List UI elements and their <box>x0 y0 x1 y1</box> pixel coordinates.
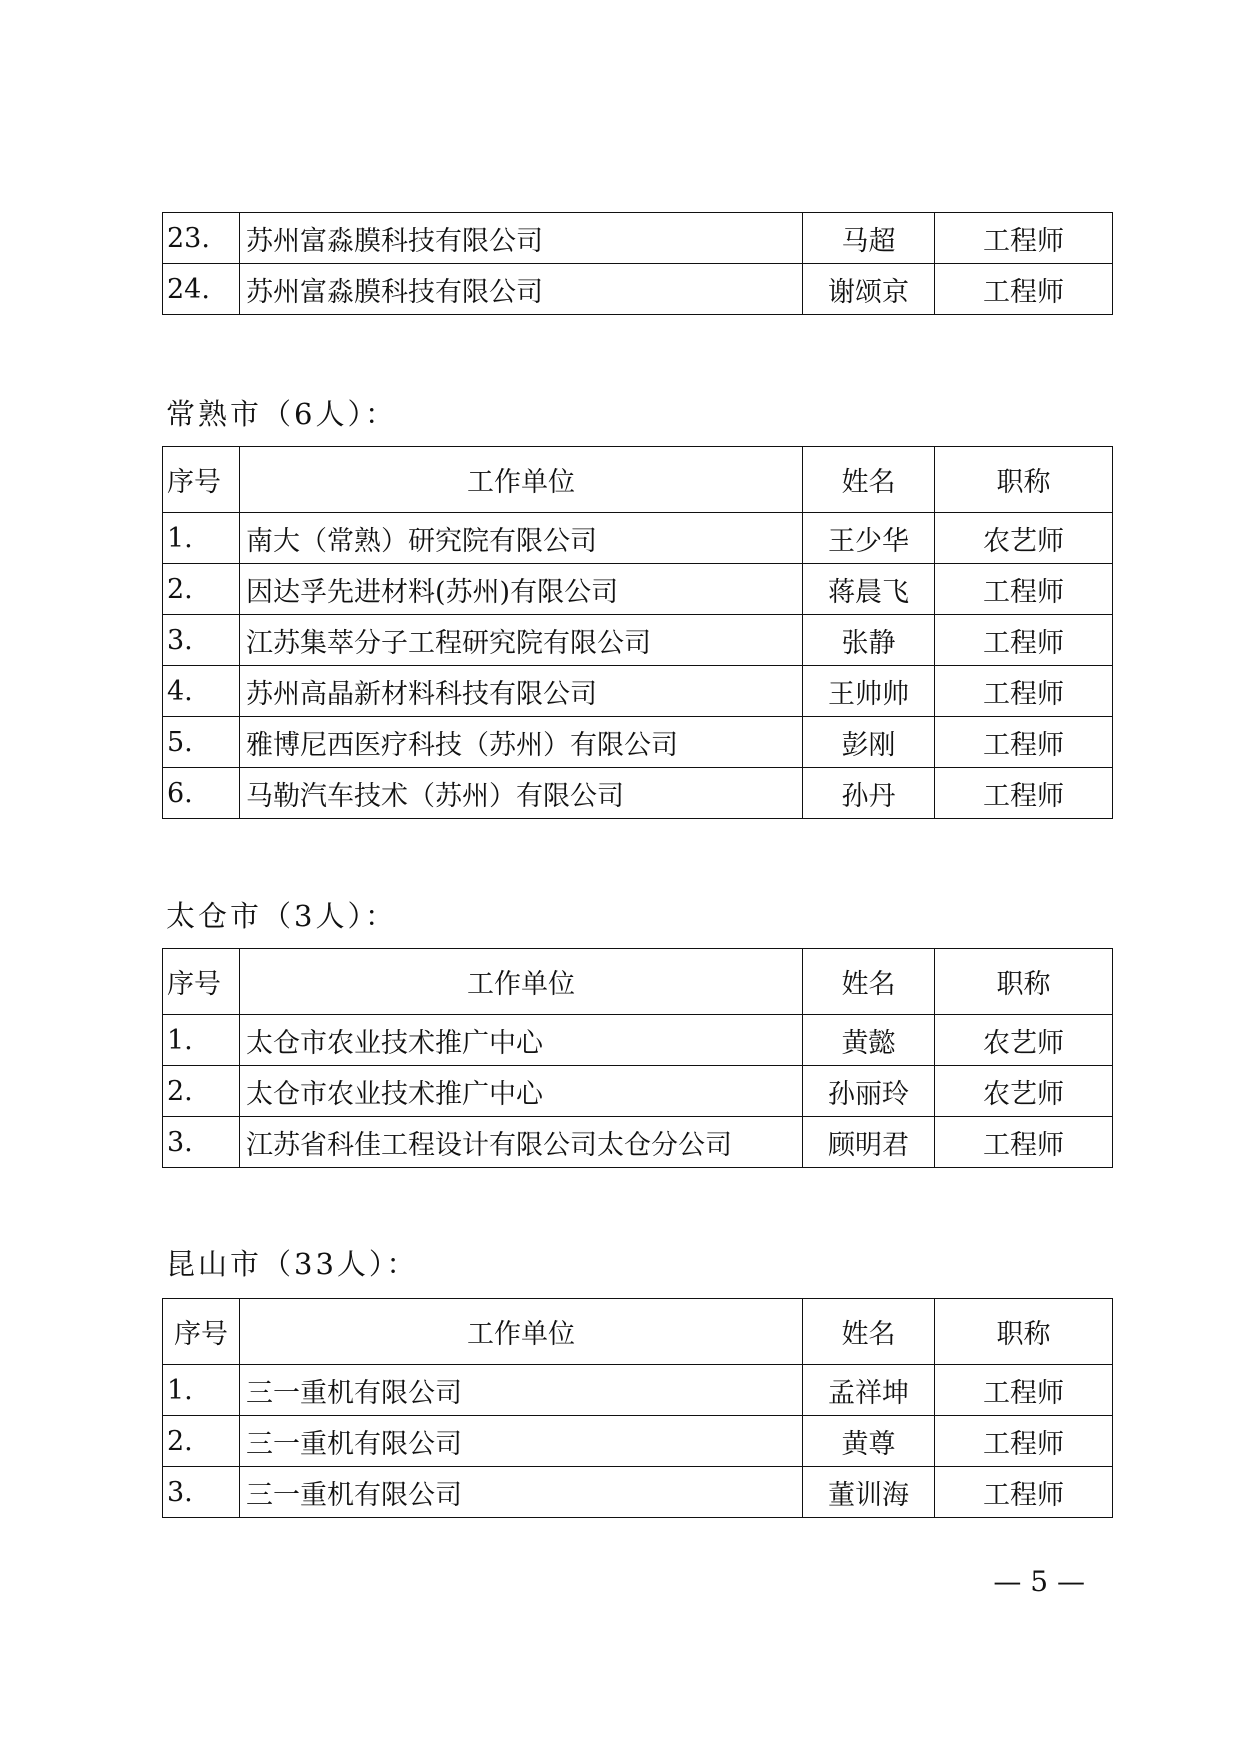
page-number: — 5 — <box>993 1565 1085 1598</box>
table-kunshan <box>162 1298 1113 1518</box>
work-unit-cell: 三一重机有限公司 <box>240 1416 803 1467</box>
serial-number-cell: 3. <box>163 1467 240 1518</box>
work-unit-cell: 苏州高晶新材料科技有限公司 <box>240 666 803 717</box>
work-unit-cell: 三一重机有限公司 <box>240 1365 803 1416</box>
table-header-row <box>163 447 1113 513</box>
table-row <box>163 1066 1113 1117</box>
job-title-header: 职称 <box>935 447 1113 513</box>
person-name-header: 姓名 <box>803 1299 935 1365</box>
work-unit-cell: 马勒汽车技术（苏州）有限公司 <box>240 768 803 819</box>
serial-number-header: 序号 <box>163 1299 240 1365</box>
table-row <box>163 1117 1113 1168</box>
person-name-cell: 谢颂京 <box>803 264 935 315</box>
section-heading-changshu: 常熟市（6人）： <box>166 397 397 431</box>
job-title-cell: 工程师 <box>935 1416 1113 1467</box>
work-unit-cell: 江苏集萃分子工程研究院有限公司 <box>240 615 803 666</box>
person-name-cell: 蒋晨飞 <box>803 564 935 615</box>
serial-number-cell: 4. <box>163 666 240 717</box>
serial-number-cell: 3. <box>163 1117 240 1168</box>
serial-number-cell: 24. <box>163 264 240 315</box>
job-title-header: 职称 <box>935 1299 1113 1365</box>
work-unit-cell: 太仓市农业技术推广中心 <box>240 1015 803 1066</box>
person-name-cell: 孙丽玲 <box>803 1066 935 1117</box>
table-row <box>163 717 1113 768</box>
serial-number-cell: 1. <box>163 513 240 564</box>
person-name-cell: 董训海 <box>803 1467 935 1518</box>
serial-number-cell: 23. <box>163 213 240 264</box>
job-title-cell: 农艺师 <box>935 1066 1113 1117</box>
person-name-cell: 黄懿 <box>803 1015 935 1066</box>
table-row <box>163 213 1113 264</box>
job-title-cell: 工程师 <box>935 666 1113 717</box>
table-row <box>163 1015 1113 1066</box>
job-title-cell: 工程师 <box>935 615 1113 666</box>
person-name-header: 姓名 <box>803 447 935 513</box>
job-title-cell: 工程师 <box>935 564 1113 615</box>
work-unit-header: 工作单位 <box>240 1299 803 1365</box>
table-row <box>163 666 1113 717</box>
table-row <box>163 1365 1113 1416</box>
person-name-cell: 孙丹 <box>803 768 935 819</box>
work-unit-cell: 雅博尼西医疗科技（苏州）有限公司 <box>240 717 803 768</box>
person-name-cell: 彭刚 <box>803 717 935 768</box>
person-name-cell: 张静 <box>803 615 935 666</box>
job-title-cell: 农艺师 <box>935 1015 1113 1066</box>
serial-number-cell: 2. <box>163 1416 240 1467</box>
work-unit-cell: 三一重机有限公司 <box>240 1467 803 1518</box>
serial-number-cell: 5. <box>163 717 240 768</box>
table-row <box>163 1416 1113 1467</box>
job-title-cell: 工程师 <box>935 1467 1113 1518</box>
person-name-header: 姓名 <box>803 949 935 1015</box>
serial-number-cell: 3. <box>163 615 240 666</box>
person-name-cell: 孟祥坤 <box>803 1365 935 1416</box>
work-unit-cell: 因达孚先进材料(苏州)有限公司 <box>240 564 803 615</box>
person-name-cell: 黄尊 <box>803 1416 935 1467</box>
work-unit-cell: 南大（常熟）研究院有限公司 <box>240 513 803 564</box>
person-name-cell: 王帅帅 <box>803 666 935 717</box>
work-unit-cell: 太仓市农业技术推广中心 <box>240 1066 803 1117</box>
work-unit-header: 工作单位 <box>240 949 803 1015</box>
table-taicang <box>162 948 1113 1168</box>
work-unit-cell: 江苏省科佳工程设计有限公司太仓分公司 <box>240 1117 803 1168</box>
table-row <box>163 264 1113 315</box>
person-name-cell: 顾明君 <box>803 1117 935 1168</box>
table-suzhou-continued <box>162 212 1113 315</box>
work-unit-cell: 苏州富淼膜科技有限公司 <box>240 264 803 315</box>
work-unit-header: 工作单位 <box>240 447 803 513</box>
job-title-cell: 工程师 <box>935 1117 1113 1168</box>
table-row <box>163 768 1113 819</box>
serial-number-header: 序号 <box>163 447 240 513</box>
job-title-header: 职称 <box>935 949 1113 1015</box>
job-title-cell: 工程师 <box>935 717 1113 768</box>
table-row <box>163 615 1113 666</box>
section-heading-taicang: 太仓市（3人）： <box>166 899 397 933</box>
person-name-cell: 王少华 <box>803 513 935 564</box>
table-header-row <box>163 949 1113 1015</box>
job-title-cell: 工程师 <box>935 264 1113 315</box>
serial-number-cell: 6. <box>163 768 240 819</box>
job-title-cell: 工程师 <box>935 213 1113 264</box>
person-name-cell: 马超 <box>803 213 935 264</box>
table-changshu <box>162 446 1113 819</box>
serial-number-cell: 1. <box>163 1365 240 1416</box>
section-heading-kunshan: 昆山市（33人）： <box>166 1247 419 1281</box>
job-title-cell: 工程师 <box>935 768 1113 819</box>
work-unit-cell: 苏州富淼膜科技有限公司 <box>240 213 803 264</box>
table-row <box>163 1467 1113 1518</box>
job-title-cell: 农艺师 <box>935 513 1113 564</box>
table-header-row <box>163 1299 1113 1365</box>
job-title-cell: 工程师 <box>935 1365 1113 1416</box>
serial-number-cell: 1. <box>163 1015 240 1066</box>
serial-number-header: 序号 <box>163 949 240 1015</box>
serial-number-cell: 2. <box>163 1066 240 1117</box>
table-row <box>163 513 1113 564</box>
serial-number-cell: 2. <box>163 564 240 615</box>
table-row <box>163 564 1113 615</box>
